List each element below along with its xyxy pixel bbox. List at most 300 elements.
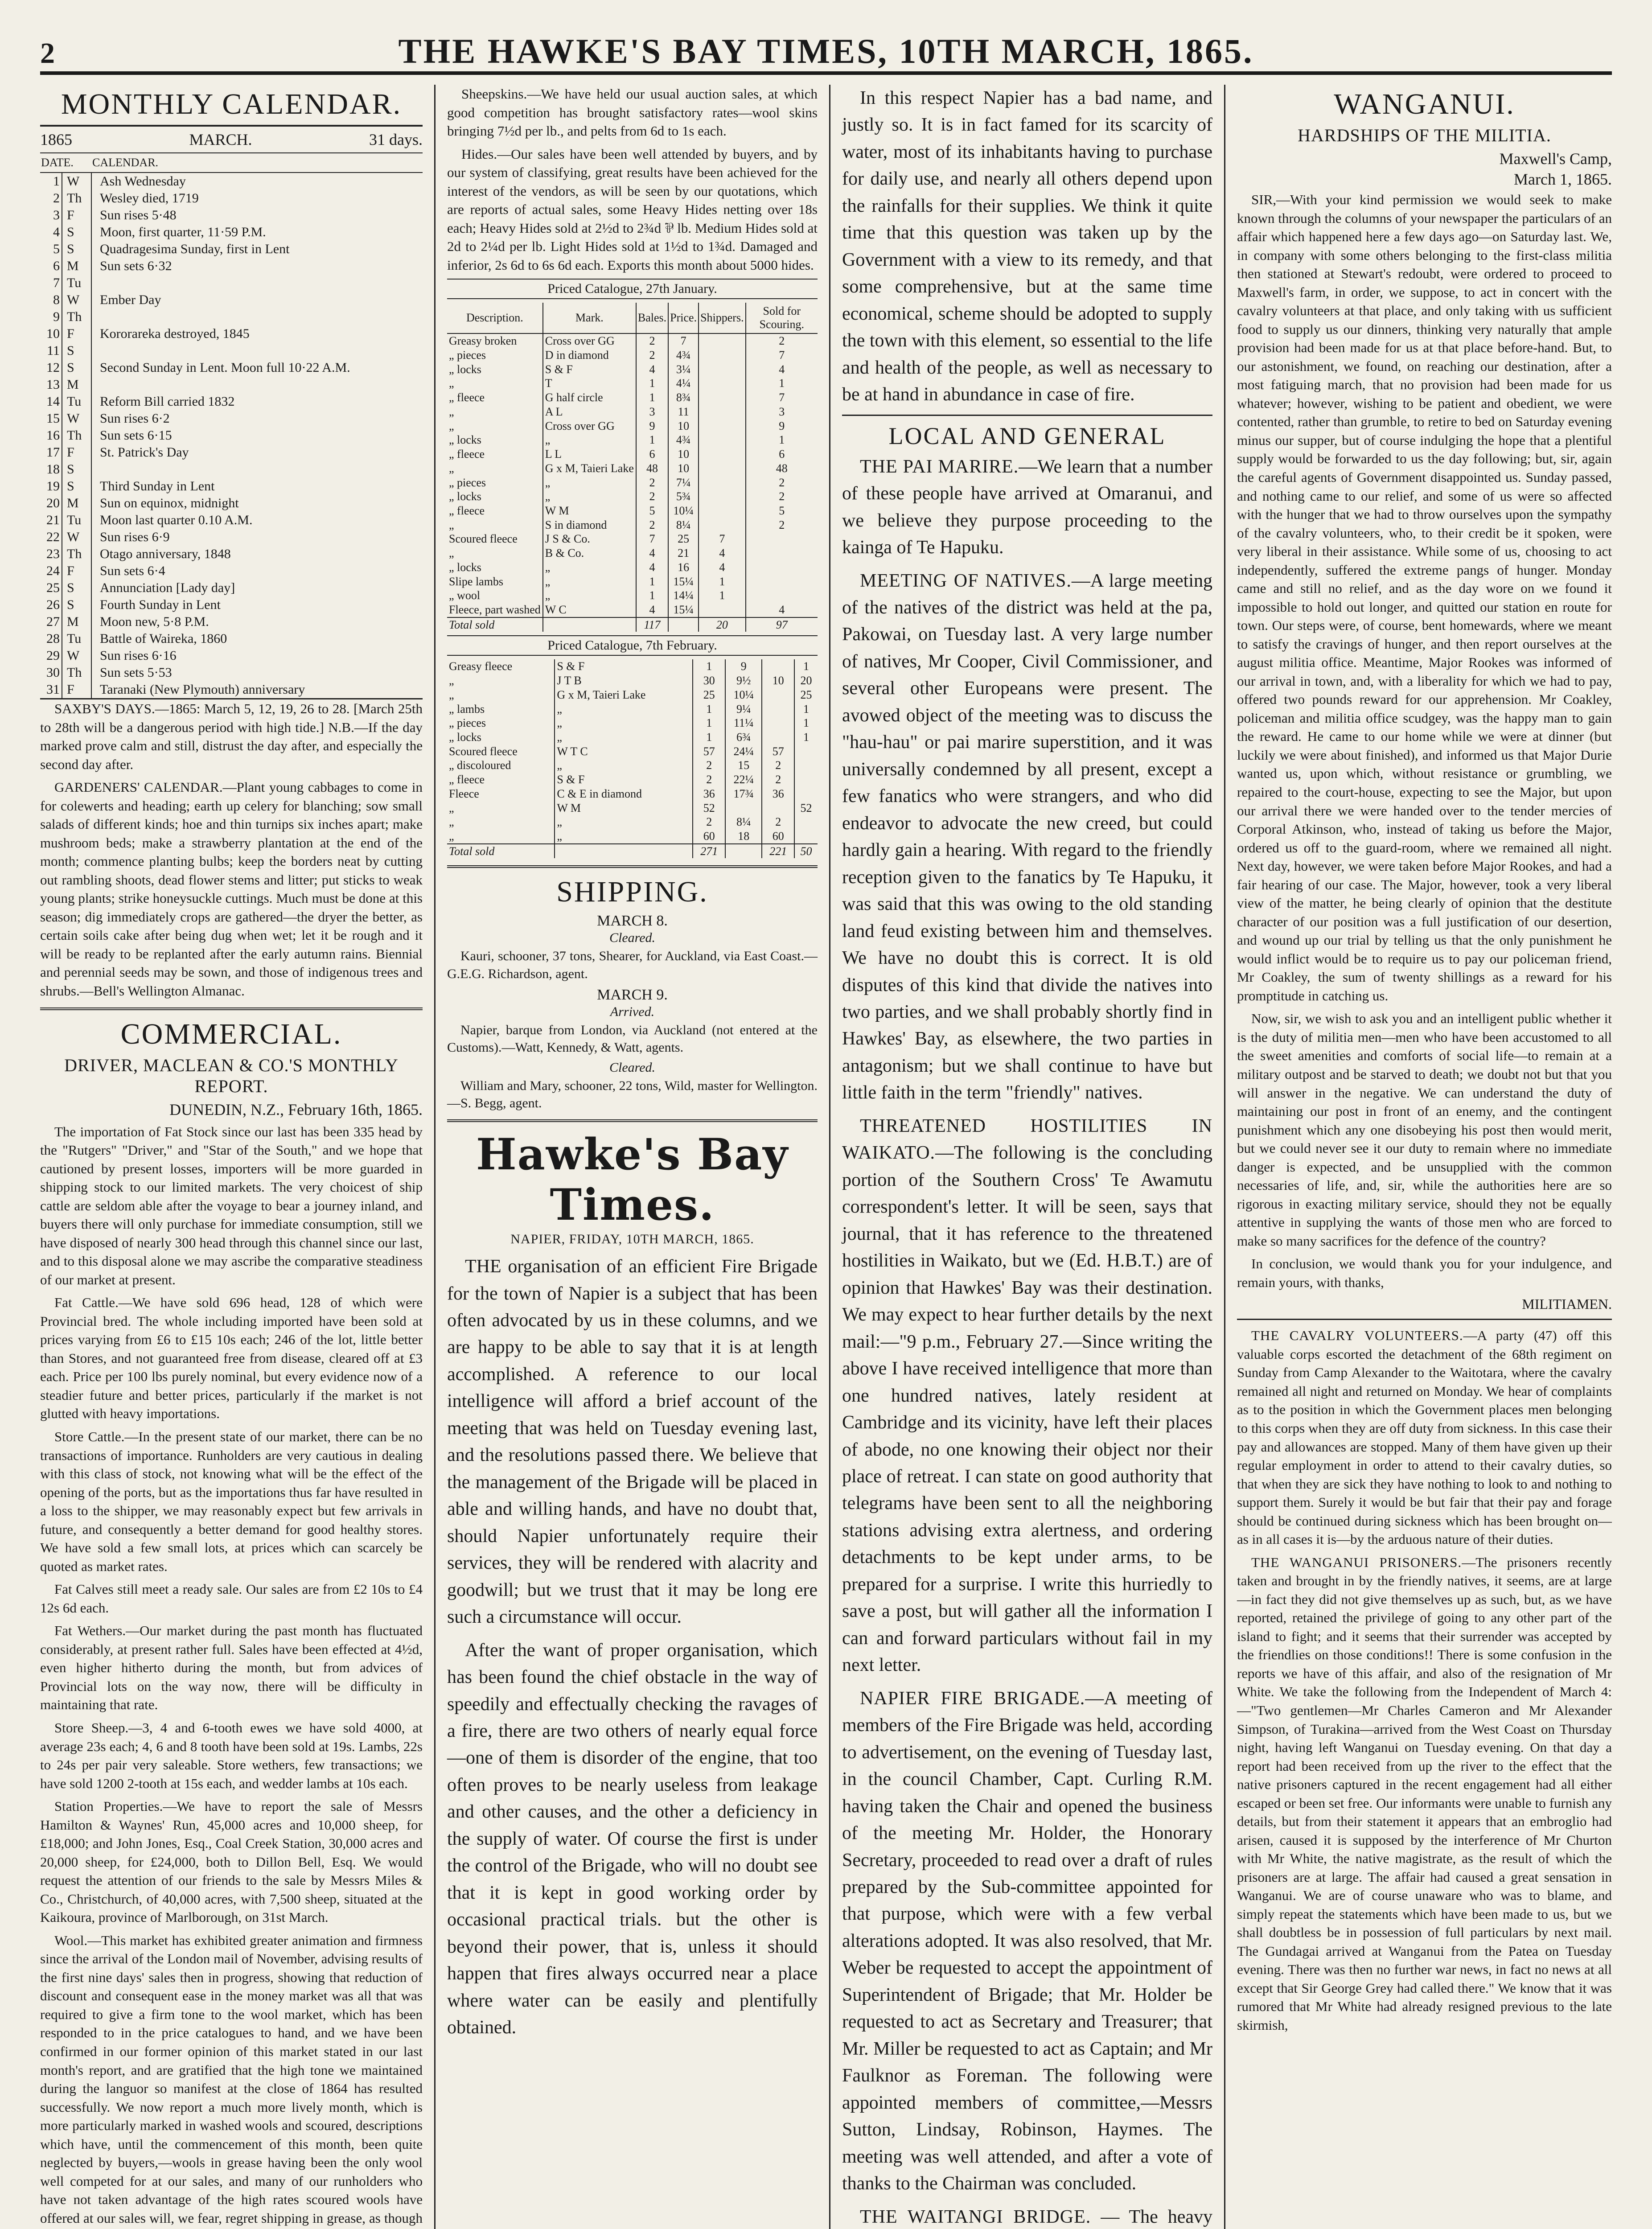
shipping-entry: William and Mary, schooner, 22 tons, Wild, master for Wellington.—S. Begg, agent. (447, 1078, 818, 1111)
price-col-header: Mark. (543, 303, 636, 333)
price-row (447, 758, 818, 773)
price-cell (762, 688, 794, 702)
masthead (40, 31, 1612, 75)
price-cell: 2 (636, 476, 668, 490)
price-cell: 4 (699, 546, 746, 560)
price-cell: „ (447, 461, 543, 476)
local-title: LOCAL AND GENERAL (888, 422, 1166, 449)
calendar-row (40, 529, 423, 546)
price-row (447, 674, 818, 688)
price-cell: 7¼ (668, 476, 699, 490)
calendar-weekday: M (62, 376, 91, 393)
price-cell: „ (447, 829, 555, 844)
calendar-weekday: S (62, 241, 91, 258)
local-text: — The heavy (1101, 2206, 1212, 2227)
calendar-header (40, 125, 423, 153)
calendar-weekday: F (62, 681, 91, 699)
price-cell: „ fleece (447, 391, 543, 405)
calendar-day: 29 (40, 647, 62, 664)
price-cell: 10 (668, 461, 699, 476)
cavalry-lead: THE CAVALRY VOLUNTEERS. (1251, 1328, 1463, 1344)
letter-signature: MILITIAMEN. (1522, 1296, 1612, 1312)
price-row (447, 362, 818, 377)
price-row (447, 518, 818, 532)
calendar-day: 14 (40, 393, 62, 410)
report-dateline: DUNEDIN, N.Z., February 16th, 1865. (169, 1100, 423, 1119)
price-cell: 24¼ (725, 744, 762, 759)
shipping-kind: Cleared. (609, 1060, 656, 1075)
price-cell: 1 (803, 660, 810, 673)
calendar-day: 2 (40, 190, 62, 207)
calendar-weekday: Th (62, 427, 91, 444)
calendar-weekday: Th (62, 190, 91, 207)
price-row (447, 447, 818, 461)
calendar-col-date: DATE. (40, 153, 91, 173)
price-cell: 60 (762, 829, 794, 844)
price-row (447, 489, 818, 504)
price-cell: Fleece, part washed (447, 603, 543, 617)
calendar-row (40, 308, 423, 325)
calendar-weekday: Th (62, 546, 91, 563)
calendar-event: Fourth Sunday in Lent (100, 597, 221, 612)
price-cell: „ pieces (447, 476, 543, 490)
price-row (447, 546, 818, 560)
calendar-row (40, 258, 423, 275)
price-cell: 30 (693, 674, 725, 688)
price-cell: 60 (693, 829, 725, 844)
divider (447, 865, 818, 868)
price-body (447, 333, 818, 632)
price-cell: „ locks (447, 489, 543, 504)
price-cell: 36 (762, 787, 794, 801)
calendar-row (40, 512, 423, 529)
calendar-row (40, 427, 423, 444)
price-cell: „ (447, 815, 555, 829)
calendar-event: Taranaki (New Plymouth) anniversary (100, 682, 305, 697)
price-cell (762, 730, 794, 744)
price-row (447, 391, 818, 405)
price-row (447, 433, 818, 447)
calendar-event: Third Sunday in Lent (100, 479, 215, 494)
letter-paragraph: In conclusion, we would thank you for your indulgence, and remain yours, with thanks, (1237, 1256, 1612, 1290)
calendar-day: 11 (40, 342, 62, 359)
price-table-feb (447, 659, 818, 858)
calendar-row (40, 546, 423, 563)
price-cell: 9½ (725, 674, 762, 688)
price-cell: „ locks (447, 560, 543, 575)
price-cell: G x M, Taieri Lake (555, 688, 693, 702)
calendar-event: Sun rises 6·2 (100, 411, 170, 426)
price-cell: G x M, Taieri Lake (543, 461, 636, 476)
calendar-weekday: Tu (62, 512, 91, 529)
price-cell: 11 (668, 405, 699, 419)
calendar-day: 4 (40, 224, 62, 241)
price-cell: 8¼ (725, 815, 762, 829)
local-body (842, 453, 1212, 2229)
calendar-day: 17 (40, 444, 62, 461)
calendar-weekday: W (62, 529, 91, 546)
price-cell: C & E in diamond (555, 787, 693, 801)
calendar-day: 22 (40, 529, 62, 546)
calendar-event: Sun sets 6·32 (100, 259, 172, 273)
price-row (447, 716, 818, 730)
price-cell: „ (555, 716, 693, 730)
price-cell: 6 (779, 448, 785, 461)
price-cell: Scoured fleece (447, 532, 543, 546)
calendar-event: St. Patrick's Day (100, 445, 189, 460)
calendar-event: Wesley died, 1719 (100, 191, 199, 206)
price-row (447, 532, 818, 546)
price-cell: 48 (636, 461, 668, 476)
paper-nameplate: Hawke's Bay Times. (476, 1129, 789, 1230)
price-cell: „ locks (447, 730, 555, 744)
price-cell: 1 (779, 433, 785, 447)
saxby-days: SAXBY'S DAYS.—1865: March 5, 12, 19, 26 to 28. [March 25th to 28th will be a dangerous period with high tide.] N.B.—If the day marked prove calm and still, distrust the day after, and especially the second day after. (40, 701, 423, 772)
price-cell: „ (555, 815, 693, 829)
commercial-paragraph: Fat Wethers.—Our market during the past month has fluctuated considerably, at present rather full. Sales have been effected at 4½d, even higher hitherto during the month, but from advices of Provincial lots on the way now, there will be difficulty in maintaining that rate. (40, 1623, 423, 1713)
price-cell: „ (543, 489, 636, 504)
price-cell (699, 376, 746, 391)
calendar-event: Ember Day (100, 292, 161, 307)
prisoners-lead: THE WANGANUI PRISONERS. (1251, 1554, 1462, 1570)
price-cell (794, 815, 818, 829)
calendar-body (40, 173, 423, 699)
price-total-cell: 97 (746, 617, 818, 632)
calendar-day: 27 (40, 613, 62, 630)
price-table-jan (447, 303, 818, 632)
calendar-weekday: M (62, 495, 91, 512)
price-cell: „ (555, 758, 693, 773)
price-row (447, 815, 818, 829)
calendar-day: 19 (40, 478, 62, 495)
price-cell: S & F (543, 362, 636, 377)
calendar-row (40, 207, 423, 224)
calendar-day: 26 (40, 596, 62, 613)
price-cell: 15 (725, 758, 762, 773)
price-jan-title: Priced Catalogue, 27th January. (447, 279, 818, 299)
price-cell: 4 (636, 362, 668, 377)
price-cell: „ (555, 702, 693, 716)
price-cell: „ fleece (447, 447, 543, 461)
price-cell: 25 (800, 688, 812, 701)
price-cell: 1 (636, 391, 668, 405)
price-row (447, 659, 818, 674)
calendar-event: Kororareka destroyed, 1845 (100, 326, 250, 341)
price-cell (699, 405, 746, 419)
price-cell: „ (543, 476, 636, 490)
calendar-day: 30 (40, 664, 62, 681)
calendar-month: MARCH. (189, 131, 252, 148)
price-cell (762, 716, 794, 730)
calendar-weekday: S (62, 596, 91, 613)
price-col-header: Bales. (636, 303, 668, 333)
price-cell: B & Co. (543, 546, 636, 560)
price-cell: 4 (636, 560, 668, 575)
price-cell: 5¾ (668, 489, 699, 504)
calendar-row (40, 342, 423, 359)
calendar-weekday: F (62, 207, 91, 224)
calendar-row (40, 410, 423, 427)
price-cell: „ fleece (447, 504, 543, 518)
price-cell: 48 (776, 461, 788, 475)
calendar-weekday: Tu (62, 275, 91, 292)
calendar-weekday: S (62, 224, 91, 241)
price-cell: 17¾ (725, 787, 762, 801)
price-cell: 5 (636, 504, 668, 518)
calendar-row (40, 664, 423, 681)
letter-paragraph: Now, sir, we wish to ask you and an intelligent public whether it is the duty of militia men—men who have been accustomed to all the sweet amenities and comforts of social life—to remain at a military outpost and be starved to death; we doubt not but that you will answer in the negative. We can understand the duty of maintaining our post in front of an enemy, and the contingent punishment which any one disobeying his post then would merit, but we could never see it our duty to remain where no immediate danger is expected, and be unsupplied with the common necessaries of life, and, sir, while the authorities here are so rigorous in exacting military service, should they not be equally attentive in supplying the wants of those men who are forced to make so many sacrifices for the defence of the country? (1237, 1011, 1612, 1249)
price-cell: 1 (803, 702, 810, 716)
calendar-day: 20 (40, 495, 62, 512)
price-cell: 4 (779, 603, 785, 616)
price-cell (699, 433, 746, 447)
price-cell: 4¾ (668, 348, 699, 362)
prisoners-text: —The prisoners recently taken and brought in by the friendly natives, it seems, are at large—in fact they did not give themselves up as such, but, as we have reported, retained the privilege of going to any other part of the island to fight; and it seems that their surrender was accepted by the friendlies on those conditions!! There is some confusion in the reports we have of this affair, and also of the resignation of Mr White. We take the following from the Independent of March 4:—"Two gentlemen—Mr Charles Cameron and Mr Alexander Simpson, of Turakina—arrived from the West Coast on Thursday night, having left Wanganui on Tuesday evening. On that day a report had been received from up the river to the effect that the native prisoners captured in the recent engagement had all either escaped or been set free. Our informants were unable to furnish any details, but from their statement it appears that an embroglio had arisen, caused it is supposed by the interference of Mr Churton with Mr White, the native magistrate, as the result of which the prisoners are at large. The affair had caused a great sensation in Wanganui. We are of course unaware who was to blame, and simply repeat the statements which have been made to us, but we shall doubtless be in possession of full particulars by next mail. The Gundagai arrived at Wanganui from the Patea on Tuesday evening. There was then no further war news, in fact no news at all except that Sir George Grey had called there." We know that it was rumored that Mr White had already resigned previous to the late skirmish, (1237, 1554, 1612, 2033)
price-cell: Cross over GG (543, 419, 636, 433)
price-cell: 8¼ (668, 518, 699, 532)
shipping-kind: Cleared. (609, 930, 656, 946)
calendar-day: 10 (40, 325, 62, 342)
calendar-event: Sun sets 6·4 (100, 563, 165, 578)
price-row (447, 801, 818, 815)
column-1 (40, 85, 436, 2229)
price-cell: „ (543, 560, 636, 575)
calendar-weekday: W (62, 647, 91, 664)
local-paragraph (842, 2204, 1212, 2229)
calendar-day: 1 (40, 173, 62, 190)
calendar-row (40, 275, 423, 292)
price-cell: 16 (668, 560, 699, 575)
local-paragraph (842, 453, 1212, 561)
commercial-body (40, 1123, 423, 2229)
price-col-header: Description. (447, 303, 543, 333)
price-cell: „ (555, 730, 693, 744)
price-feb-title: Priced Catalogue, 7th February. (447, 635, 818, 656)
commercial-paragraph: Wool.—This market has exhibited greater animation and firmness since the arrival of the London mail of November, advising results of the first nine days' sales then in progress, showing that reduction of discount and consequent ease in the money market was all that was required to give a firm tone to the wool market, which has been responded to in the price catalogues to hand, and we have been confirmed in our former opinion of this market stated in our last month's report, and are gratified that the high tone we maintained during the languor so manifest at the close of 1864 has resulted successfully. We now report a much more lively month, which is more particularly marked in washed wools and scoured, descriptions which have, until the commencement of this month, been quite neglected by buyers,—wools in grease having been the only wool well competed for at our sales, and many of our runholders who have not taken advantage of the high rates scoured wools have offered at our sales will, we fear, regret shipping in grease, as though (40, 1932, 423, 2226)
column-4 (1225, 85, 1612, 2229)
price-cell: 1 (636, 588, 668, 603)
price-cell: 7 (636, 532, 668, 546)
price-cell: 4 (636, 603, 668, 617)
calendar-day: 3 (40, 207, 62, 224)
editorial-paragraph: THE organisation of an efficient Fire Brigade for the town of Napier is a subject that has been often advocated by us in these columns, and we are happy to be able to say that it is at length accomplished. A reference to our local intelligence will afford a brief account of the meeting that was held on Tuesday evening last, and the resolutions passed there. We believe that the management of the Brigade will be placed in able and willing hands, and have no doubt that, should Napier unfortunately require their services, they will be rendered with alacrity and goodwill; but we trust that it may be long ere such a circumstance will occur. (447, 1256, 818, 1628)
price-cell: Greasy fleece (447, 659, 555, 674)
calendar-event: Moon last quarter 0.10 A.M. (100, 513, 253, 527)
price-cell: 2 (693, 773, 725, 787)
price-cell: 2 (762, 815, 794, 829)
price-cell: 4 (636, 546, 668, 560)
price-cell (699, 419, 746, 433)
calendar-day: 21 (40, 512, 62, 529)
price-total-cell: Total sold (447, 844, 555, 859)
editorial-dateline: NAPIER, FRIDAY, 10TH MARCH, 1865. (510, 1232, 754, 1247)
price-cell: W M (555, 801, 693, 815)
price-cell: 2 (762, 758, 794, 773)
price-cell: 11¼ (725, 716, 762, 730)
price-total-cell: 271 (693, 844, 725, 859)
price-total-cell: 20 (699, 617, 746, 632)
price-cell: „ (555, 829, 693, 844)
calendar-row (40, 224, 423, 241)
price-cell: S in diamond (543, 518, 636, 532)
price-cell: L L (543, 447, 636, 461)
calendar-event (91, 376, 423, 393)
report-title: DRIVER, MACLEAN & CO.'S MONTHLY REPORT. (64, 1055, 399, 1096)
price-cell: 57 (762, 744, 794, 759)
price-cell (762, 659, 794, 674)
price-cell: 1 (779, 377, 785, 390)
local-lead: THE WAITANGI BRIDGE. (860, 2206, 1091, 2227)
price-cell: 10 (668, 419, 699, 433)
price-cell: „ (447, 376, 543, 391)
calendar-weekday: S (62, 580, 91, 596)
price-cell: 25 (668, 532, 699, 546)
price-col-header: Price. (668, 303, 699, 333)
cavalry-paragraph (1237, 1326, 1612, 1548)
price-cell: 14¼ (668, 588, 699, 603)
price-cell: 1 (699, 575, 746, 589)
letter-body (1237, 190, 1612, 1291)
price-cell: 2 (636, 489, 668, 504)
calendar-weekday: Tu (62, 630, 91, 647)
calendar-event: Ash Wednesday (100, 174, 186, 189)
price-cell: 52 (800, 801, 812, 814)
price-cell (762, 801, 794, 815)
price-cell (746, 560, 818, 575)
price-cell (746, 546, 818, 560)
calendar-row (40, 495, 423, 512)
price-cell: Scoured fleece (447, 744, 555, 759)
calendar-weekday: W (62, 292, 91, 308)
price-cell: „ (447, 674, 555, 688)
price-cell: 1 (693, 702, 725, 716)
price-cell: 57 (693, 744, 725, 759)
price-cell (699, 391, 746, 405)
calendar-event (91, 461, 423, 478)
calendar-row (40, 580, 423, 596)
calendar-weekday: F (62, 444, 91, 461)
price-cell: „ pieces (447, 716, 555, 730)
calendar-day: 31 (40, 681, 62, 699)
price-cell: 2 (693, 815, 725, 829)
calendar-day: 25 (40, 580, 62, 596)
price-cell: 10 (668, 447, 699, 461)
price-row (447, 348, 818, 362)
shipping-date: MARCH 9. (597, 986, 668, 1003)
calendar-col-calendar: CALENDAR. (91, 153, 423, 173)
price-cell: 22¼ (725, 773, 762, 787)
commercial-paragraph: Station Properties.—We have to report the sale of Messrs Hamilton & Waynes' Run, 45,000 acres and 10,000 sheep, for £18,000; and John Jones, Esq., Coal Creek Station, 30,000 acres and 20,000 sheep, for £24,000, both to Dillon Bell, Esq. We would request the attention of our friends to the sale by Messrs Miles & Co., Christchurch, of 40,000 acres, with 7,500 sheep, situated at the Kaikoura, province of Marlborough, on 31st March. (40, 1798, 423, 1925)
price-cell: 2 (693, 758, 725, 773)
calendar-day: 15 (40, 410, 62, 427)
price-row (447, 560, 818, 575)
shipping-date: MARCH 8. (597, 913, 668, 929)
calendar-event: Quadragesima Sunday, first in Lent (100, 242, 290, 256)
price-cell: W C (543, 603, 636, 617)
calendar-day: 5 (40, 241, 62, 258)
price-cell: 18 (725, 829, 762, 844)
calendar-row (40, 461, 423, 478)
price-cell: 1 (636, 376, 668, 391)
commercial-paragraph: The importation of Fat Stock since our last has been 335 head by the "Rutgers" "Driver," and "Star of the South," and we hope that cautioned by present losses, importers will be more guarded in shipping stock to our limited markets. The very choicest of ship cattle are seldom able after the voyage to bear a journey inland, and buyers there will only purchase for immediate consumption, still we have disposed of nearly 300 head through this channel since our last, and to this disposal alone we may ascribe the comparative steadiness of our market at present. (40, 1123, 423, 1287)
calendar-event (91, 342, 423, 359)
price-cell: „ (447, 419, 543, 433)
price-cell: 6 (636, 447, 668, 461)
editorial-body (447, 1253, 818, 2041)
price-cell: 2 (779, 334, 785, 348)
price-cell: Fleece (447, 787, 555, 801)
columns (40, 85, 1612, 2229)
calendar-event (91, 308, 423, 325)
price-cell: 2 (636, 348, 668, 362)
price-cell: 7 (699, 532, 746, 546)
commercial-paragraph: Fat Cattle.—We have sold 696 head, 128 of which were Provincial bred. The whole including imported have been sold at prices varying from £6 to £15 10s each; 246 of the lot, little better than Stores, and not guaranteed free from disease, cleared off at £3 each. Price per 100 lbs purely nominal, but every evidence now of a steadier future and better prices, particularly if the market is not glutted with heavy importations. (40, 1295, 423, 1422)
wanganui-subtitle: HARDSHIPS OF THE MILITIA. (1298, 125, 1551, 145)
price-cell: 10 (762, 674, 794, 688)
commercial-paragraph: Store Cattle.—In the present state of our market, there can be no transactions of importance. Runholders are very cautious in dealing with this class of stock, not knowing what will be the effect of the opening of the ports, but as the importations thus far have resulted in a loss to the shipper, we may reasonably expect but few arrivals in future, and consequently a better demand for good healthy stores. We have sold a few small lots, at prices which can scarcely be quoted as market rates. (40, 1429, 423, 1574)
price-total-cell: 117 (636, 617, 668, 632)
shipping-entry: Kauri, schooner, 37 tons, Shearer, for Auckland, via East Coast.—G.E.G. Richardson, agent. (447, 949, 818, 982)
price-cell: 1 (636, 433, 668, 447)
commercial-paragraph: Fat Calves still meet a ready sale. Our sales are from £2 10s to £4 12s 6d each. (40, 1581, 423, 1616)
price-cell (746, 588, 818, 603)
price-cell: S & F (555, 773, 693, 787)
price-cell: „ (447, 546, 543, 560)
price-cell: 2 (762, 773, 794, 787)
calendar-event: Moon new, 5·8 P.M. (100, 614, 209, 629)
price-cell: 4¼ (668, 376, 699, 391)
price-cell: Greasy broken (447, 333, 543, 348)
cavalry-text: —A party (47) off this valuable corps escorted the detachment of the 68th regiment on Sunday from Camp Alexander to the Waitotara, where the cavalry remained all night and returned on Monday. We hear of complaints as to the position in which the Government places men belonging to this corps when they are off duty from sickness. In this case their pay and allowances are stopped. Many of them have given up their regular employment in order to attend to their cavalry duties, so that when they are sick they have nothing to look to and nothing to support them. Surely it would be but fair that their pay and forage should be continued during sickness which has been brought on—as in all cases it is—by the arduous nature of their duties. (1237, 1328, 1612, 1547)
calendar-weekday: Tu (62, 393, 91, 410)
price-cell: 10¼ (725, 688, 762, 702)
price-cell: 9 (725, 659, 762, 674)
price-cell: D in diamond (543, 348, 636, 362)
commercial-continued (447, 85, 818, 274)
price-cell: 25 (693, 688, 725, 702)
price-cell: J T B (555, 674, 693, 688)
calendar-weekday: S (62, 478, 91, 495)
price-cell (794, 829, 818, 844)
price-cell: 9 (636, 419, 668, 433)
price-total-cell (543, 617, 636, 632)
calendar-day: 12 (40, 359, 62, 376)
price-cell: „ discoloured (447, 758, 555, 773)
local-text: —A meeting of members of the Fire Brigade was held, according to advertisement, on the evening of Tuesday last, in the council Chamber, Capt. Curling R.M. having taken the Chair and opened the business of the meeting Mr. Holder, the Honorary Secretary, proceeded to read over a draft of rules prepared by the Sub-committee appointed for that purpose, which were with a few verbal alterations adopted. It was also resolved, that Mr. Weber be requested to accept the appointment of Superintendent of Brigade; that Mr. Holder be requested to act as Secretary and Treasurer; that Mr. Miller be requested to act as Captain; and Mr Faulknor as Foreman. The following were appointed members of committee,—Messrs Sutton, Lindsay, Robinson, Haymes. The meeting was well attended, and after a vote of thanks to the Chairman was concluded. (842, 1688, 1212, 2194)
calendar-weekday: Th (62, 308, 91, 325)
price-row (447, 829, 818, 844)
price-cell (794, 773, 818, 787)
price-cell: „ wool (447, 588, 543, 603)
price-cell: „ locks (447, 362, 543, 377)
price-cell (699, 603, 746, 617)
calendar-weekday: Th (62, 664, 91, 681)
calendar-row (40, 393, 423, 410)
gardeners-calendar: GARDENERS' CALENDAR.—Plant young cabbages to come in for colewerts and heading; earth up celery for blanching; sow small salads of different kinds; hoe and thin turnips six inches apart; make mushroom beds; make a strawberry plantation at the end of the month; commence planting bulbs; keep the borders neat by cutting out rambling shoots, dead flower stems and litter; put sticks to weak young plants; strike honeysuckle cuttings. Much must be done at this season; dig immediately crops are gathered—the dryer the better, as certain soils cake after being dug when wet; let it be rough and it will be ready to be replanted after the early autumn rains. Biennial and perennial seeds may be sown, and those of indigenous trees and shrubs.—Bell's Wellington Almanac. (40, 779, 423, 999)
price-total-cell: 50 (794, 844, 818, 859)
price-cell: 7 (668, 333, 699, 348)
price-cell (699, 489, 746, 504)
price-row (447, 376, 818, 391)
calendar-event: Sun on equinox, midnight (100, 496, 239, 510)
local-lead: NAPIER FIRE BRIGADE. (860, 1688, 1085, 1709)
divider (842, 415, 1212, 416)
calendar-day: 8 (40, 292, 62, 308)
price-cell: T (543, 376, 636, 391)
price-cell (699, 518, 746, 532)
price-total-row (447, 617, 818, 632)
price-cell: 21 (668, 546, 699, 560)
